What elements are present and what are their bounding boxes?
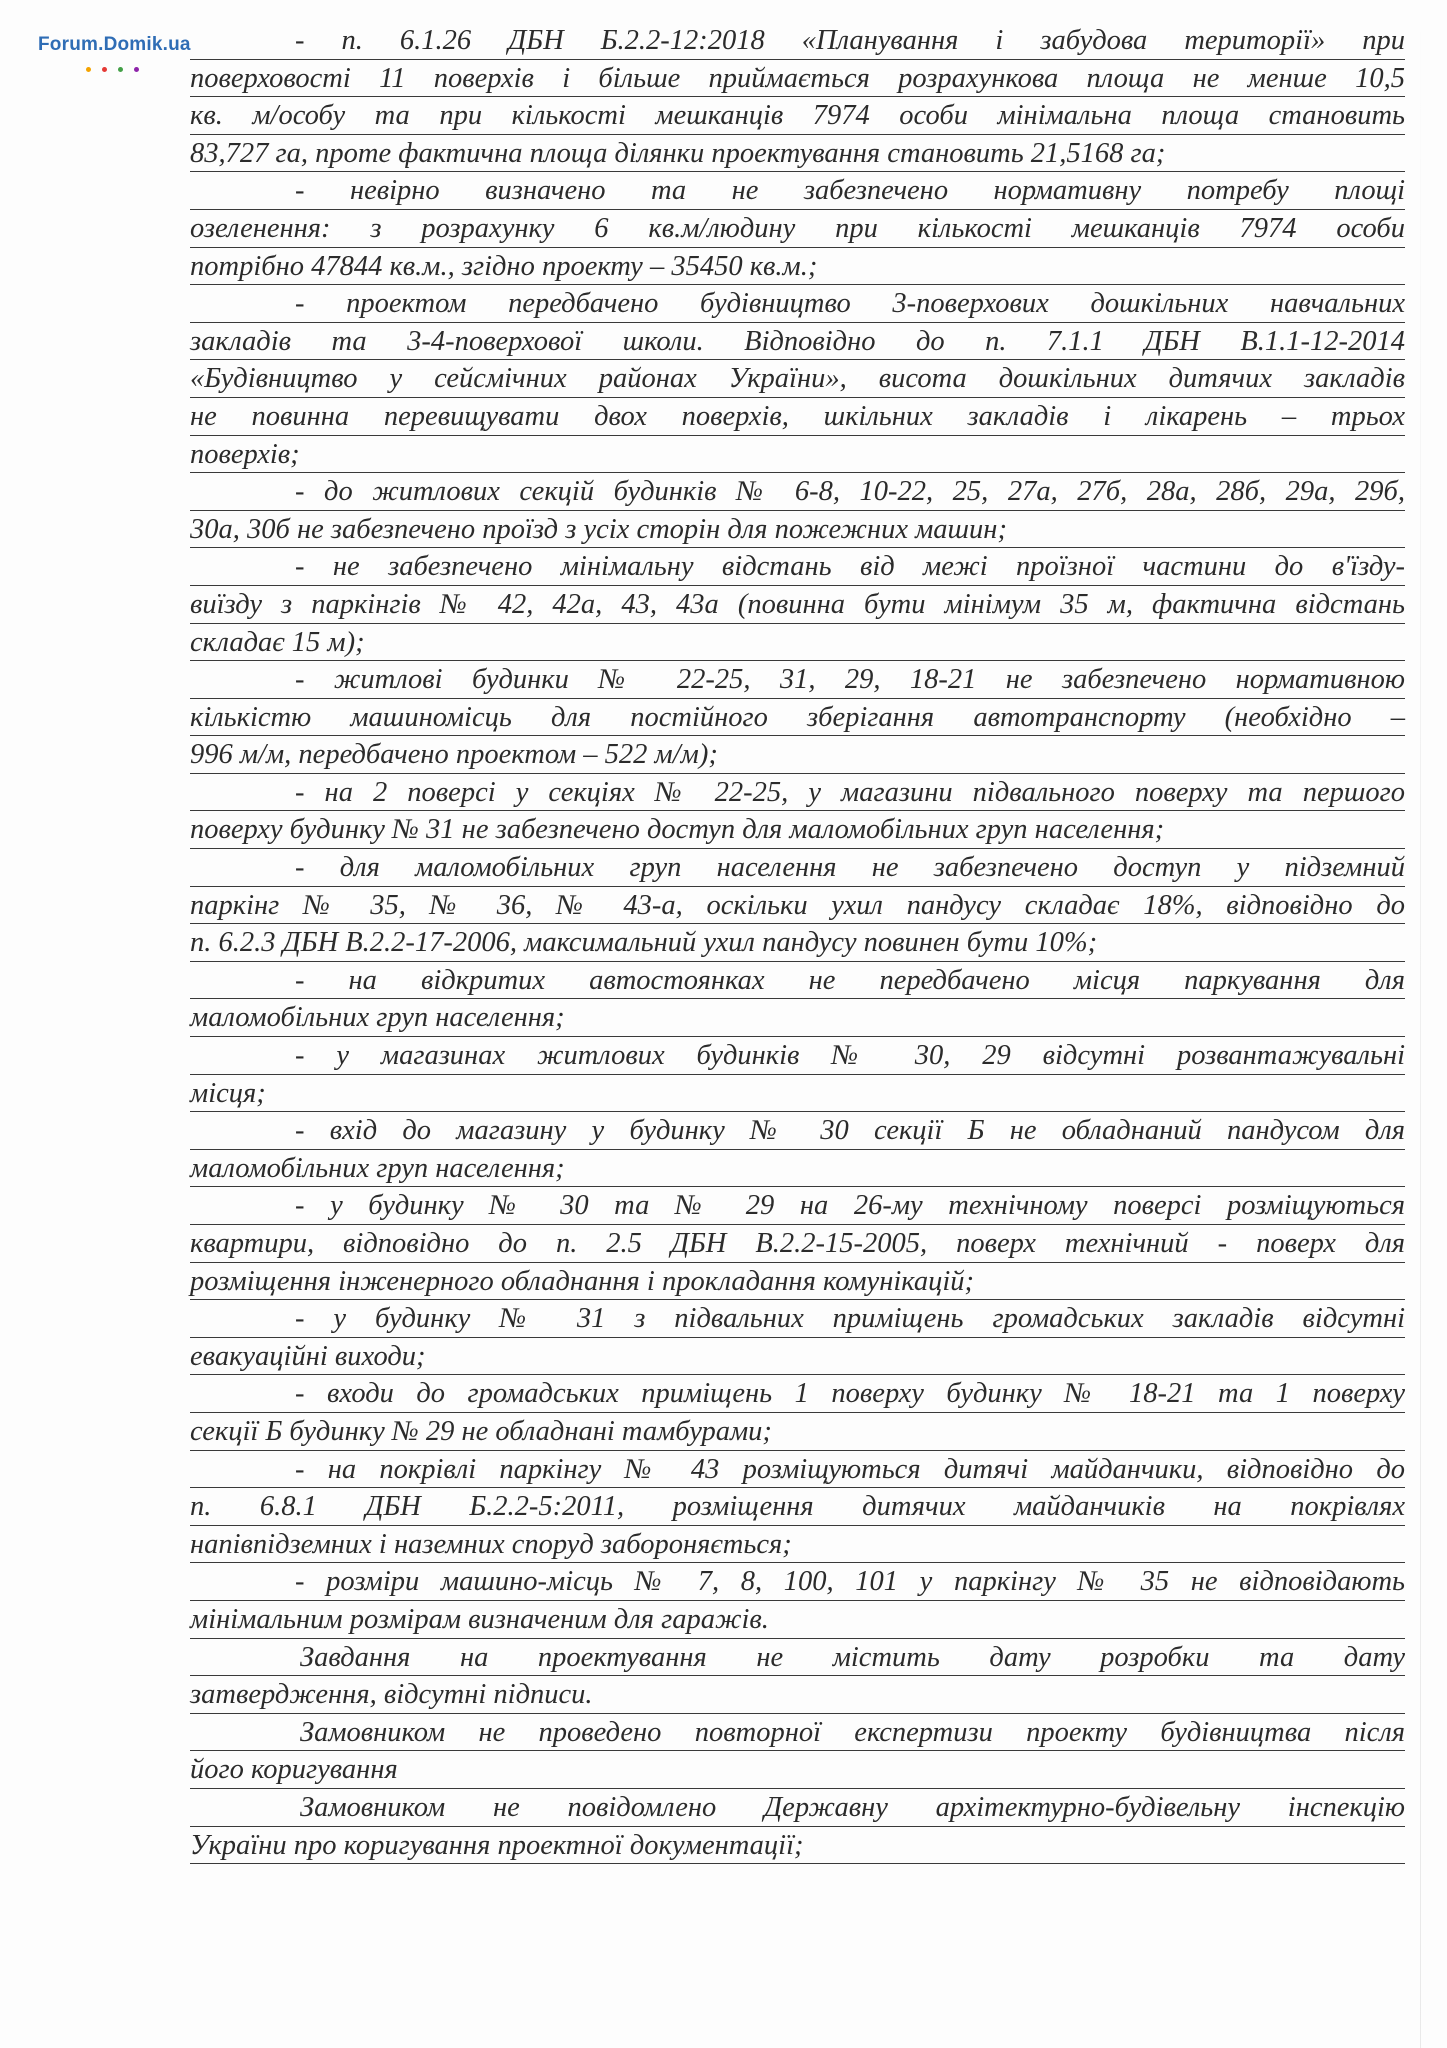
text-line: - проектом передбачено будівництво 3-поверхових дошкільних навчальних — [190, 285, 1405, 323]
watermark-dot — [134, 67, 139, 72]
text-line: - житлові будинки № 22-25, 31, 29, 18-21 не забезпечено нормативною — [190, 661, 1405, 699]
text-line: 996 м/м, передбачено проектом – 522 м/м); — [190, 736, 1405, 774]
text-line: озеленення: з розрахунку 6 кв.м/людину при кількості мешканців 7974 особи — [190, 210, 1405, 248]
text-line: затвердження, відсутні підписи. — [190, 1676, 1405, 1714]
text-line: евакуаційні виходи; — [190, 1338, 1405, 1376]
watermark-text: Forum.Domik.ua — [38, 34, 191, 55]
text-line: місця; — [190, 1075, 1405, 1113]
text-line: Замовником не проведено повторної експертизи проекту будівництва після — [190, 1714, 1405, 1752]
text-line: складає 15 м); — [190, 624, 1405, 662]
watermark-dot — [86, 67, 91, 72]
text-line: поверховості 11 поверхів і більше приймається розрахункова площа не менше 10,5 — [190, 60, 1405, 98]
text-line: розміщення інженерного обладнання і прокладання комунікацій; — [190, 1263, 1405, 1301]
text-line: України про коригування проектної документації; — [190, 1827, 1405, 1865]
text-line: Замовником не повідомлено Державну архітектурно-будівельну інспекцію — [190, 1789, 1405, 1827]
text-line: - для маломобільних груп населення не забезпечено доступ у підземний — [190, 849, 1405, 887]
text-line: мінімальним розмірам визначеним для гаражів. — [190, 1601, 1405, 1639]
text-line: квартири, відповідно до п. 2.5 ДБН В.2.2-15-2005, поверх технічний - поверх для — [190, 1225, 1405, 1263]
text-line: - п. 6.1.26 ДБН Б.2.2-12:2018 «Планування і забудова території» при — [190, 22, 1405, 60]
text-line: п. 6.2.3 ДБН В.2.2-17-2006, максимальний ухил пандусу повинен бути 10%; — [190, 924, 1405, 962]
document-body — [190, 22, 1405, 1864]
text-line: закладів та 3-4-поверхової школи. Відповідно до п. 7.1.1 ДБН В.1.1-12-2014 — [190, 323, 1405, 361]
text-line: секції Б будинку № 29 не обладнані тамбурами; — [190, 1413, 1405, 1451]
text-line: - у будинку № 31 з підвальних приміщень громадських закладів відсутні — [190, 1300, 1405, 1338]
text-line: не повинна перевищувати двох поверхів, шкільних закладів і лікарень – трьох — [190, 398, 1405, 436]
text-line: виїзду з паркінгів № 42, 42а, 43, 43а (повинна бути мінімум 35 м, фактична відстань — [190, 586, 1405, 624]
text-line: 30а, 30б не забезпечено проїзд з усіх сторін для пожежних машин; — [190, 511, 1405, 549]
text-line: 83,727 га, проте фактична площа ділянки проектування становить 21,5168 га; — [190, 135, 1405, 173]
text-line: - входи до громадських приміщень 1 поверху будинку № 18-21 та 1 поверху — [190, 1375, 1405, 1413]
text-line: - невірно визначено та не забезпечено нормативну потребу площі — [190, 172, 1405, 210]
text-line: - на 2 поверсі у секціях № 22-25, у магазини підвального поверху та першого — [190, 774, 1405, 812]
text-line: паркінг № 35, № 36, № 43-а, оскільки ухил пандусу складає 18%, відповідно до — [190, 887, 1405, 925]
text-line: - на покрівлі паркінгу № 43 розміщуються дитячі майданчики, відповідно до — [190, 1451, 1405, 1489]
text-line: - не забезпечено мінімальну відстань від межі проїзної частини до в'їзду- — [190, 548, 1405, 586]
text-line: - на відкритих автостоянках не передбачено місця паркування для — [190, 962, 1405, 1000]
text-line: - розміри машино-місць № 7, 8, 100, 101 у паркінгу № 35 не відповідають — [190, 1563, 1405, 1601]
text-line: кв. м/особу та при кількості мешканців 7974 особи мінімальна площа становить — [190, 97, 1405, 135]
text-line: Завдання на проектування не містить дату розробки та дату — [190, 1639, 1405, 1677]
text-line: - у магазинах житлових будинків № 30, 29 відсутні розвантажувальні — [190, 1037, 1405, 1075]
text-line: «Будівництво у сейсмічних районах України», висота дошкільних дитячих закладів — [190, 360, 1405, 398]
text-line: маломобільних груп населення; — [190, 1150, 1405, 1188]
text-line: маломобільних груп населення; — [190, 999, 1405, 1037]
text-line: поверхів; — [190, 436, 1405, 474]
text-line: потрібно 47844 кв.м., згідно проекту – 35450 кв.м.; — [190, 248, 1405, 286]
text-line: його коригування — [190, 1751, 1405, 1789]
watermark-dot — [102, 67, 107, 72]
text-line: - до житлових секцій будинків № 6-8, 10-22, 25, 27а, 27б, 28а, 28б, 29а, 29б, — [190, 473, 1405, 511]
text-line: поверху будинку № 31 не забезпечено доступ для маломобільних груп населення; — [190, 811, 1405, 849]
text-line: п. 6.8.1 ДБН Б.2.2-5:2011, розміщення дитячих майданчиків на покрівлях — [190, 1488, 1405, 1526]
watermark-dot — [118, 67, 123, 72]
text-line: - вхід до магазину у будинку № 30 секції Б не обладнаний пандусом для — [190, 1112, 1405, 1150]
scan-edge-shadow — [1420, 0, 1421, 2048]
text-line: - у будинку № 30 та № 29 на 26-му технічному поверсі розміщуються — [190, 1187, 1405, 1225]
text-line: напівпідземних і наземних споруд забороняється; — [190, 1526, 1405, 1564]
text-line: кількістю машиномісць для постійного зберігання автотранспорту (необхідно – — [190, 699, 1405, 737]
